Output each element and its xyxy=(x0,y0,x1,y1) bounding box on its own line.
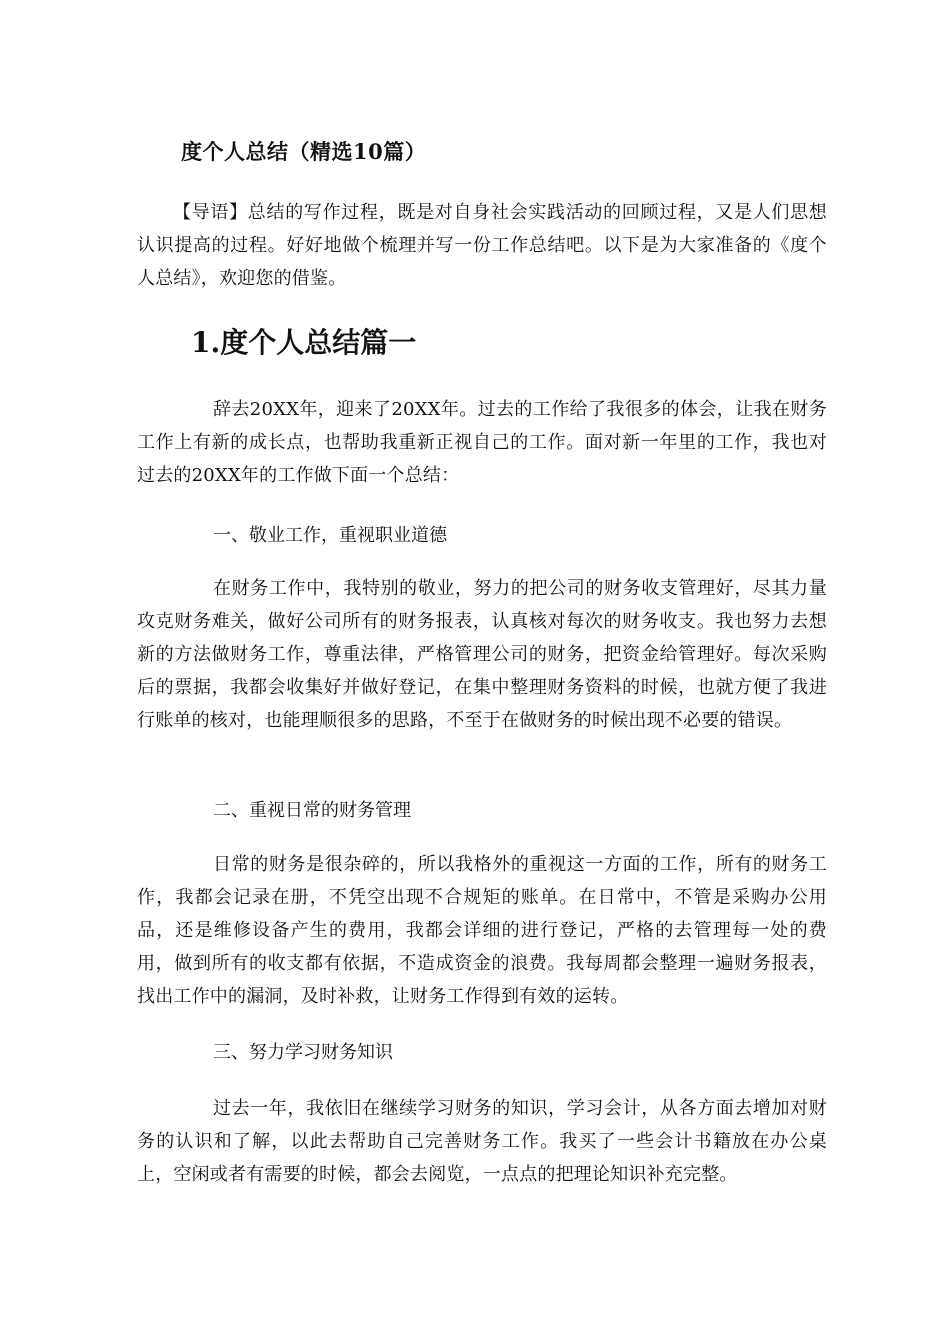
document-title: 度个人总结（精选10篇） xyxy=(181,139,427,164)
paragraph-opening: 辞去20XX年，迎来了20XX年。过去的工作给了我很多的体会，让我在财务工作上有新的成长点，也帮助我重新正视自己的工作。面对新一年里的工作，我也对过去的20XX年的工作做下面一个总结： xyxy=(137,399,827,486)
paragraph-dedication: 在财务工作中，我特别的敬业，努力的把公司的财务收支管理好，尽其力量攻克财务难关，做好公司所有的财务报表，认真核对每次的财务收支。我也努力去想新的方法做财务工作，尊重法律，严格管理公司的财务，把资金给管理好。每次采购后的票据，我都会收集好并做好登记，在集中整理财务资料的时候，也就方便了我进行账单的核对，也能理顺很多的思路，不至于在做财务的时候出现不必要的错误。 xyxy=(137,578,827,731)
paragraph-learning: 过去一年，我依旧在继续学习财务的知识，学习会计，从各方面去增加对财务的认识和了解，以此去帮助自己完善财务工作。我买了一些会计书籍放在办公桌上，空闲或者有需要的时候，都会去阅览，一点点的把理论知识补充完整。 xyxy=(137,1098,827,1185)
subheading-daily-management: 二、重视日常的财务管理 xyxy=(213,800,411,821)
intro-paragraph: 【导语】总结的写作过程，既是对自身社会实践活动的回顾过程，又是人们思想认识提高的过程。好好地做个梳理并写一份工作总结吧。以下是为大家准备的《度个人总结》，欢迎您的借鉴。 xyxy=(137,202,827,289)
subheading-dedication: 一、敬业工作，重视职业道德 xyxy=(213,525,447,546)
section-heading: 1.度个人总结篇一 xyxy=(191,326,417,359)
paragraph-daily-management: 日常的财务是很杂碎的，所以我格外的重视这一方面的工作，所有的财务工作，我都会记录在册，不凭空出现不合规矩的账单。在日常中，不管是采购办公用品，还是维修设备产生的费用，我都会详细的进行登记，严格的去管理每一处的费用，做到所有的收支都有依据，不造成资金的浪费。我每周都会整理一遍财务报表，找出工作中的漏洞，及时补救，让财务工作得到有效的运转。 xyxy=(137,854,827,1007)
subheading-learning: 三、努力学习财务知识 xyxy=(213,1042,393,1063)
